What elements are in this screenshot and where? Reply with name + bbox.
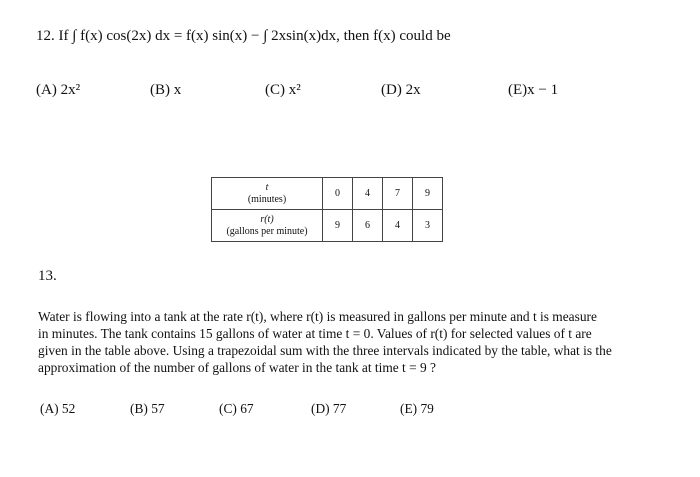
q13-choice-c: (C) 67 bbox=[219, 401, 254, 416]
q12-choice-a: (A) 2x² bbox=[36, 82, 81, 98]
paragraph-line: Water is flowing into a tank at the rate r(t), where r(t) is measured in gallons per minute and t is measure bbox=[38, 309, 597, 324]
table-row-rate bbox=[212, 210, 443, 242]
paragraph-line: in minutes. The tank contains 15 gallons of water at time t = 0. Values of r(t) for selected values of t are bbox=[38, 326, 592, 341]
q12-choice-d: (D) 2x bbox=[381, 82, 421, 98]
table-cell: 9 bbox=[413, 178, 443, 210]
table-cell: 9 bbox=[323, 210, 353, 242]
rate-table bbox=[211, 177, 443, 242]
table-cell: 6 bbox=[353, 210, 383, 242]
q13-choice-e: (E) 79 bbox=[400, 401, 434, 416]
paragraph-line: given in the table above. Using a trapezoidal sum with the three intervals indicated by the table, what is the bbox=[38, 343, 612, 358]
table-row-time bbox=[212, 178, 443, 210]
q13-choice-a: (A) 52 bbox=[40, 401, 76, 416]
table-header-time: t (minutes) bbox=[212, 178, 323, 210]
table-header-rate: r(t) (gallons per minute) bbox=[212, 210, 323, 242]
q13-choice-b: (B) 57 bbox=[130, 401, 165, 416]
table-cell: 7 bbox=[383, 178, 413, 210]
table-cell: 0 bbox=[323, 178, 353, 210]
q12-choice-b: (B) x bbox=[150, 82, 182, 98]
question-12-text: 12. If ∫ f(x) cos(2x) dx = f(x) sin(x) − ∫ 2xsin(x)dx, then f(x) could be bbox=[36, 28, 451, 44]
question-13-number: 13. bbox=[38, 268, 57, 284]
q12-choice-e: (E)x − 1 bbox=[508, 82, 559, 98]
table-cell: 3 bbox=[413, 210, 443, 242]
q12-choice-c: (C) x² bbox=[265, 82, 301, 98]
question-13-text bbox=[38, 308, 612, 376]
table-cell: 4 bbox=[353, 178, 383, 210]
table-cell: 4 bbox=[383, 210, 413, 242]
q13-choice-d: (D) 77 bbox=[311, 401, 347, 416]
paragraph-line: approximation of the number of gallons of water in the tank at time t = 9 ? bbox=[38, 360, 437, 375]
